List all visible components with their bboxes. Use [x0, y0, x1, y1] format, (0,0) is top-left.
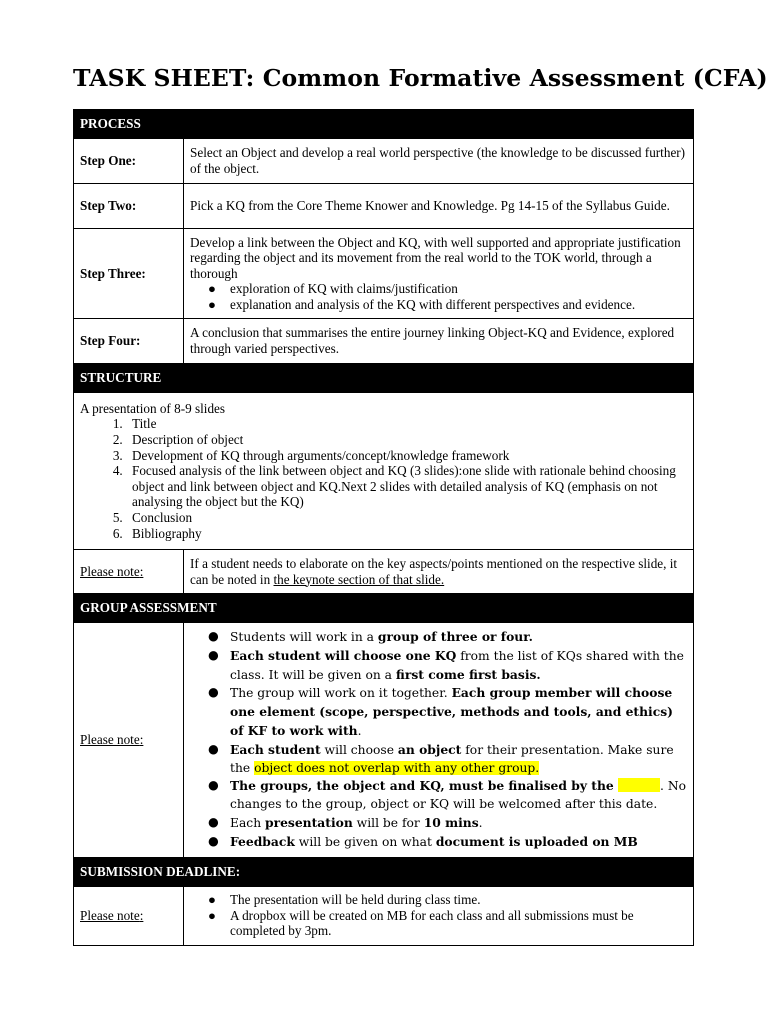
group-header-row — [74, 594, 694, 623]
bullet-icon: ● — [208, 892, 216, 908]
bullet-icon: ● — [208, 833, 219, 848]
step-label: Step Four: — [74, 319, 184, 364]
list-item: 5. Conclusion — [126, 510, 687, 526]
structure-intro: A presentation of 8-9 slides — [80, 400, 226, 416]
list-item: ● Each student will choose one KQ from the list of KQs shared with the class. It will be given on a first come first basis. — [208, 647, 684, 682]
structure-content — [74, 393, 694, 550]
bullet-icon: ● — [208, 741, 219, 756]
step-label: Step One: — [74, 139, 184, 184]
list-item: ● exploration of KQ with claims/justification — [208, 281, 458, 297]
highlighted-text: object does not overlap with any other group. — [254, 760, 540, 775]
group-header: GROUP ASSESSMENT — [74, 594, 694, 623]
step-row — [74, 229, 694, 319]
bullet-icon: ● — [208, 907, 216, 923]
list-item: ● Students will work in a group of three or four. — [208, 629, 533, 644]
submission-content — [184, 886, 694, 945]
step-text: Select an Object and develop a real world perspective (the knowledge to be discussed further) of the object. — [184, 139, 694, 184]
submission-header: SUBMISSION DEADLINE: — [74, 857, 694, 886]
step-text: Pick a KQ from the Core Theme Knower and Knowledge. Pg 14-15 of the Syllabus Guide. — [184, 184, 694, 229]
step-label: Step Two: — [74, 184, 184, 229]
process-header: PROCESS — [74, 110, 694, 139]
group-row — [74, 623, 694, 858]
step-text: Develop a link between the Object and KQ, with well supported and appropriate justification regarding the object and its movement from the real world to the TOK world, through a thorough — [190, 234, 681, 281]
step-bullet-list — [190, 281, 687, 312]
list-item: 1. Title — [126, 416, 687, 432]
keynote-link: the keynote section of that slide. — [273, 571, 445, 587]
list-item: ● The presentation will be held during class time. — [208, 892, 481, 908]
list-item: ● The group will work on it together. Each group member will choose one element (scope, perspective, methods and tools, and ethics) of KF to work with. — [208, 685, 673, 738]
note-label: Please note: — [74, 623, 184, 858]
list-item: 6. Bibliography — [126, 526, 687, 542]
list-item: 3. Development of KQ through arguments/concept/knowledge framework — [126, 448, 687, 464]
list-item: ● Feedback will be given on what document is uploaded on MB — [208, 833, 638, 849]
step-row — [74, 319, 694, 364]
step-text: A conclusion that summarises the entire journey linking Object-KQ and Evidence, explored through varied perspectives. — [184, 319, 694, 364]
submission-bullet-list — [190, 892, 687, 939]
list-item: ● A dropbox will be created on MB for each class and all submissions must be completed by 3pm. — [208, 907, 634, 939]
step-label: Step Three: — [74, 229, 184, 319]
note-text: If a student needs to elaborate on the key aspects/points mentioned on the respective slide, it can be noted in the keynote section of that slide. — [184, 550, 694, 594]
list-item: ● The groups, the object and KQ, must be finalised by the . No changes to the group, object or KQ will be welcomed after this date. — [208, 778, 686, 812]
bullet-icon: ● — [208, 778, 219, 793]
step-row — [74, 184, 694, 229]
list-item: 4. Focused analysis of the link between object and KQ (3 slides):one slide with rationale behind choosing object and link between object and KQ.Next 2 slides with detailed analysis of KQ (emphasis on not analysing the object but the KQ) — [126, 463, 687, 510]
structure-row — [74, 393, 694, 550]
page-title: TASK SHEET: Common Formative Assessment (CFA) — [73, 64, 768, 92]
slide-list — [80, 416, 687, 541]
note-label: Please note: — [74, 886, 184, 945]
group-bullet-list — [190, 628, 687, 852]
date-blank — [618, 778, 660, 792]
list-item: ● explanation and analysis of the KQ with different perspectives and evidence. — [208, 296, 636, 312]
group-content — [184, 623, 694, 858]
bullet-icon: ● — [208, 281, 216, 297]
bullet-icon: ● — [208, 814, 219, 829]
step-row — [74, 139, 694, 184]
structure-header: STRUCTURE — [74, 364, 694, 393]
task-table — [73, 109, 694, 946]
process-header-row — [74, 110, 694, 139]
bullet-icon: ● — [208, 629, 219, 643]
structure-note-row — [74, 550, 694, 594]
bullet-icon: ● — [208, 647, 219, 662]
structure-header-row — [74, 364, 694, 393]
submission-row — [74, 886, 694, 945]
step-content — [184, 229, 694, 319]
bullet-icon: ● — [208, 296, 216, 312]
list-item: ● Each student will choose an object for their presentation. Make sure the object does not overlap with any other group. — [208, 741, 674, 775]
bullet-icon: ● — [208, 685, 219, 700]
note-label: Please note: — [74, 550, 184, 594]
list-item: ● Each presentation will be for 10 mins. — [208, 814, 483, 830]
submission-header-row — [74, 857, 694, 886]
list-item: 2. Description of object — [126, 432, 687, 448]
